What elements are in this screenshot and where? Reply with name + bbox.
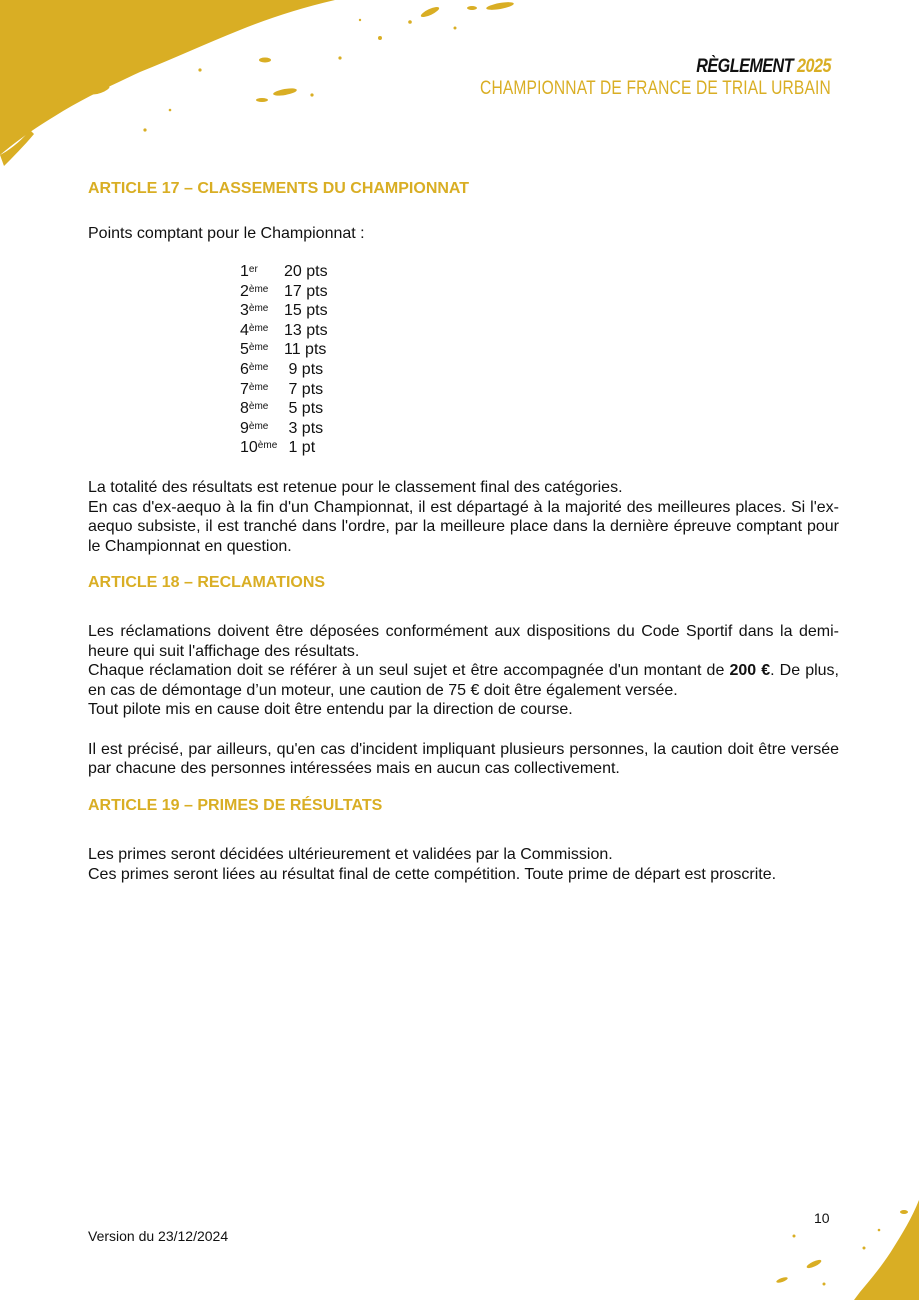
rank-suffix: ème: [248, 381, 269, 393]
points-row: [240, 438, 328, 458]
article-17-paragraph-2: En cas d'ex-aequo à la fin d'un Championnat, il est départagé à la majorité des meilleures places. Si l'ex-aequo subsiste, il est tranché dans l'ordre, par la meilleure place dans la dernière épreuve comptant pour le Championnat en question.: [88, 498, 839, 555]
article-17-intro: [88, 224, 839, 244]
article-18-paragraph-3: Tout pilote mis en cause doit être entendu par la direction de course.: [88, 701, 573, 719]
points-value: 3 pts: [284, 419, 324, 437]
document-header: [403, 56, 831, 100]
rank-suffix: ème: [257, 440, 278, 452]
points-value: 5 pts: [284, 400, 324, 418]
points-value: 9 pts: [284, 360, 324, 378]
article-18-paragraph-2: [88, 661, 839, 700]
rank-number: 6: [240, 360, 249, 378]
rank-suffix: ème: [248, 342, 269, 354]
rank-suffix: er: [248, 264, 258, 275]
article-17-paragraph-1: La totalité des résultats est retenue pour le classement final des catégories.: [88, 479, 623, 496]
points-value: 17 pts: [284, 282, 328, 300]
points-rank: [240, 340, 284, 360]
points-intro: Points comptant pour le Championnat :: [88, 225, 365, 242]
claim-amount: 200 €: [729, 662, 771, 680]
points-value: 1 pt: [284, 439, 316, 457]
page-number: 10: [814, 1210, 830, 1226]
header-subtitle: CHAMPIONNAT DE FRANCE DE TRIAL URBAIN: [480, 78, 831, 99]
rank-number: 7: [240, 380, 249, 398]
points-rank: [240, 262, 284, 282]
points-rank: [240, 438, 284, 458]
rank-suffix: ème: [248, 401, 269, 413]
points-rank: [240, 360, 284, 380]
points-row: [240, 380, 328, 400]
article-18-body: [88, 622, 839, 779]
article-19-body: [88, 845, 839, 884]
points-value: 13 pts: [284, 321, 328, 339]
rank-suffix: ème: [248, 283, 269, 295]
points-rank: [240, 399, 284, 419]
article-17-body: [88, 478, 839, 556]
rank-suffix: ème: [248, 361, 269, 373]
points-row: [240, 340, 328, 360]
article-18-p2-after: . De plus, en cas de démontage d’un moteur, une caution de 75 € doit être également versée.: [88, 662, 840, 699]
article-18-p2-before: Chaque réclamation doit se référer à un seul sujet et être accompagnée d'un montant de: [88, 662, 730, 680]
article-17-heading: ARTICLE 17 – CLASSEMENTS DU CHAMPIONNAT: [88, 180, 470, 197]
footer-version: Version du 23/12/2024: [88, 1228, 229, 1244]
rank-suffix: ème: [248, 303, 269, 315]
rank-number: 1: [240, 263, 249, 280]
points-rank: [240, 380, 284, 400]
points-rank: [240, 419, 284, 439]
points-value: 11 pts: [284, 341, 327, 359]
points-row: [240, 321, 328, 341]
rank-number: 9: [240, 419, 249, 437]
points-value: 7 pts: [284, 380, 324, 398]
rank-number: 4: [240, 321, 249, 339]
article-19-paragraph-1: Les primes seront décidées ultérieurement et validées par la Commission.: [88, 846, 613, 863]
rank-number: 2: [240, 282, 249, 300]
article-18-paragraph-1: Les réclamations doivent être déposées conformément aux dispositions du Code Sportif dans la demi-heure qui suit l'affichage des résultats.: [88, 623, 839, 660]
points-value: 15 pts: [284, 302, 328, 320]
points-value: 20 pts: [284, 263, 328, 280]
rank-suffix: ème: [248, 420, 269, 432]
header-title-word: RÈGLEMENT: [696, 56, 794, 77]
rank-suffix: ème: [248, 322, 269, 334]
rank-number: 10: [240, 439, 258, 457]
rank-number: 3: [240, 302, 249, 320]
points-rank: [240, 282, 284, 302]
points-row: [240, 399, 328, 419]
rank-number: 8: [240, 400, 249, 418]
article-18-paragraph-4: Il est précisé, par ailleurs, qu'en cas d'incident impliquant plusieurs personnes, la caution doit être versée par chacune des personnes intéressées mais en aucun cas collectivement.: [88, 740, 839, 778]
points-table: [240, 262, 328, 458]
points-row: [240, 419, 328, 439]
article-19-heading: ARTICLE 19 – PRIMES DE RÉSULTATS: [88, 797, 383, 814]
points-row: [240, 262, 328, 282]
points-row: [240, 301, 328, 321]
brush-stroke-decoration-bottom: [754, 1200, 919, 1300]
header-title: [467, 56, 831, 78]
points-rank: [240, 321, 284, 341]
rank-number: 5: [240, 341, 249, 359]
article-19-paragraph-2: Ces primes seront liées au résultat final de cette compétition. Toute prime de départ est proscrite.: [88, 865, 777, 883]
points-row: [240, 282, 328, 302]
article-18-heading: ARTICLE 18 – RECLAMATIONS: [88, 574, 326, 591]
points-row: [240, 360, 328, 380]
points-rank: [240, 301, 284, 321]
header-title-year: 2025: [797, 56, 831, 77]
